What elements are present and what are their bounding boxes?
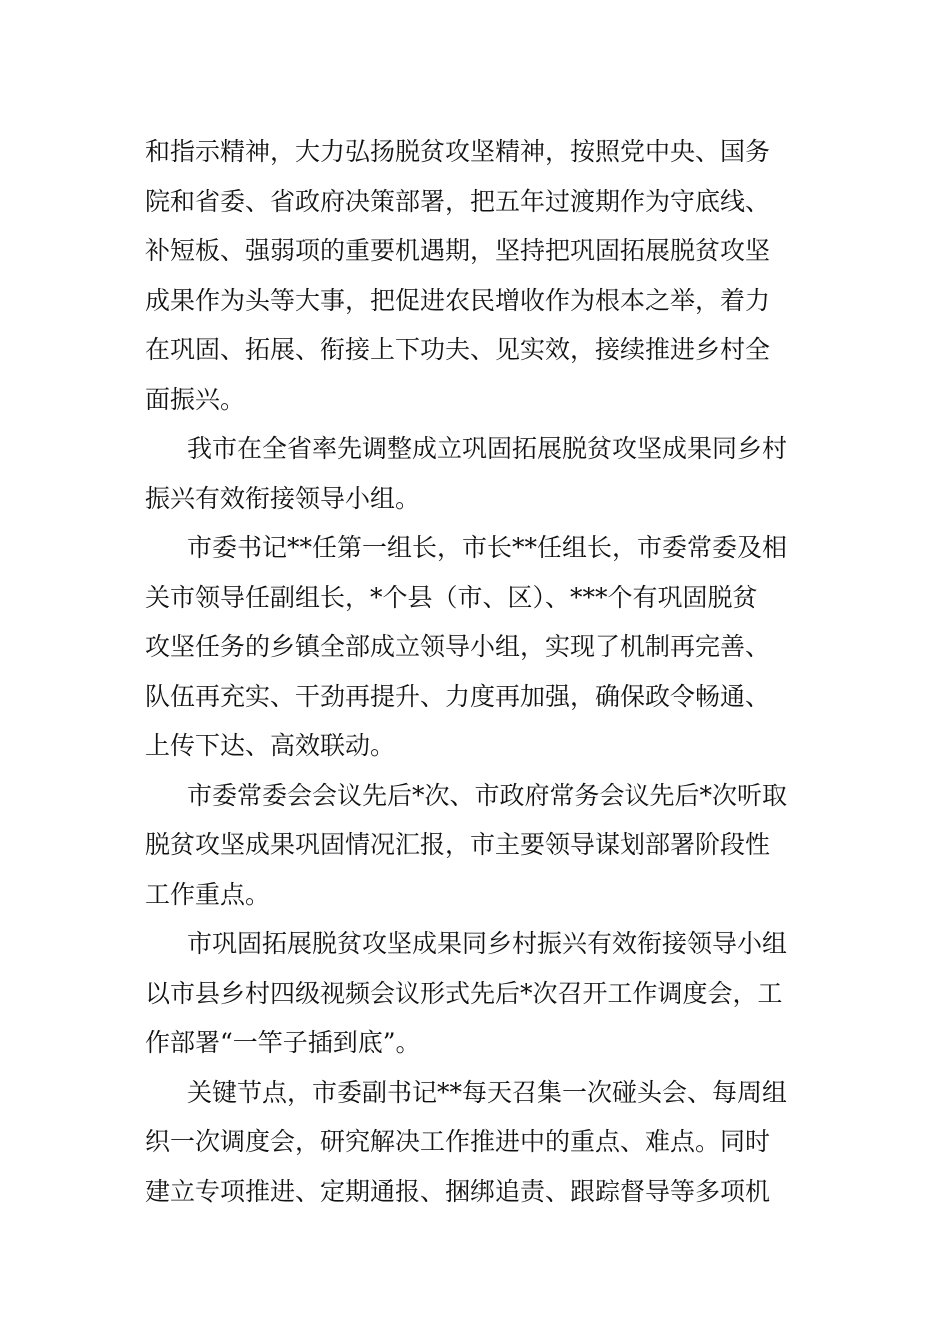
text-line: 关键节点，市委副书记**每天召集一次碰头会、每周组 bbox=[187, 1077, 788, 1107]
text-line: 队伍再充实、干劲再提升、力度再加强，确保政令畅通、 bbox=[145, 681, 771, 711]
document-body bbox=[145, 127, 810, 1216]
text-line: 成果作为头等大事，把促进农民增收作为根本之举，着力 bbox=[145, 285, 771, 315]
paragraph-6 bbox=[145, 1068, 810, 1217]
text-line: 作部署“一竿子插到底”。 bbox=[145, 1028, 421, 1057]
paragraph-4 bbox=[145, 771, 810, 920]
text-line: 织一次调度会，研究解决工作推进中的重点、难点。同时 bbox=[145, 1127, 771, 1156]
text-line: 市委书记**任第一组长，市长**任组长，市委常委及相 bbox=[187, 533, 788, 562]
text-line: 脱贫攻坚成果巩固情况汇报，市主要领导谋划部署阶段性 bbox=[145, 830, 771, 859]
text-line: 我市在全省率先调整成立巩固拓展脱贫攻坚成果同乡村 bbox=[187, 434, 788, 463]
text-line: 市委常委会会议先后*次、市政府常务会议先后*次听取 bbox=[187, 780, 788, 810]
paragraph-5 bbox=[145, 919, 810, 1068]
paragraph-3 bbox=[145, 523, 810, 771]
text-line: 在巩固、拓展、衔接上下功夫、见实效，接续推进乡村全 bbox=[145, 335, 771, 364]
text-line: 工作重点。 bbox=[145, 879, 271, 909]
paragraph-2 bbox=[145, 424, 810, 523]
text-line: 振兴有效衔接领导小组。 bbox=[145, 483, 421, 513]
text-line: 以市县乡村四级视频会议形式先后*次召开工作调度会，工 bbox=[145, 978, 783, 1008]
text-line: 面振兴。 bbox=[145, 384, 246, 414]
text-line: 和指示精神，大力弘扬脱贫攻坚精神，按照党中央、国务 bbox=[145, 137, 771, 166]
text-line: 关市领导任副组长，*个县（市、区）、***个有巩固脱贫 bbox=[145, 582, 758, 612]
text-line: 补短板、强弱项的重要机遇期，坚持把巩固拓展脱贫攻坚 bbox=[145, 236, 771, 265]
text-line: 院和省委、省政府决策部署，把五年过渡期作为守底线、 bbox=[145, 186, 771, 216]
text-line: 建立专项推进、定期通报、捆绑追责、跟踪督导等多项机 bbox=[145, 1176, 771, 1206]
text-line: 攻坚任务的乡镇全部成立领导小组，实现了机制再完善、 bbox=[145, 632, 771, 661]
text-line: 上传下达、高效联动。 bbox=[145, 731, 396, 760]
paragraph-1 bbox=[145, 127, 810, 424]
text-line: 市巩固拓展脱贫攻坚成果同乡村振兴有效衔接领导小组 bbox=[187, 929, 788, 958]
